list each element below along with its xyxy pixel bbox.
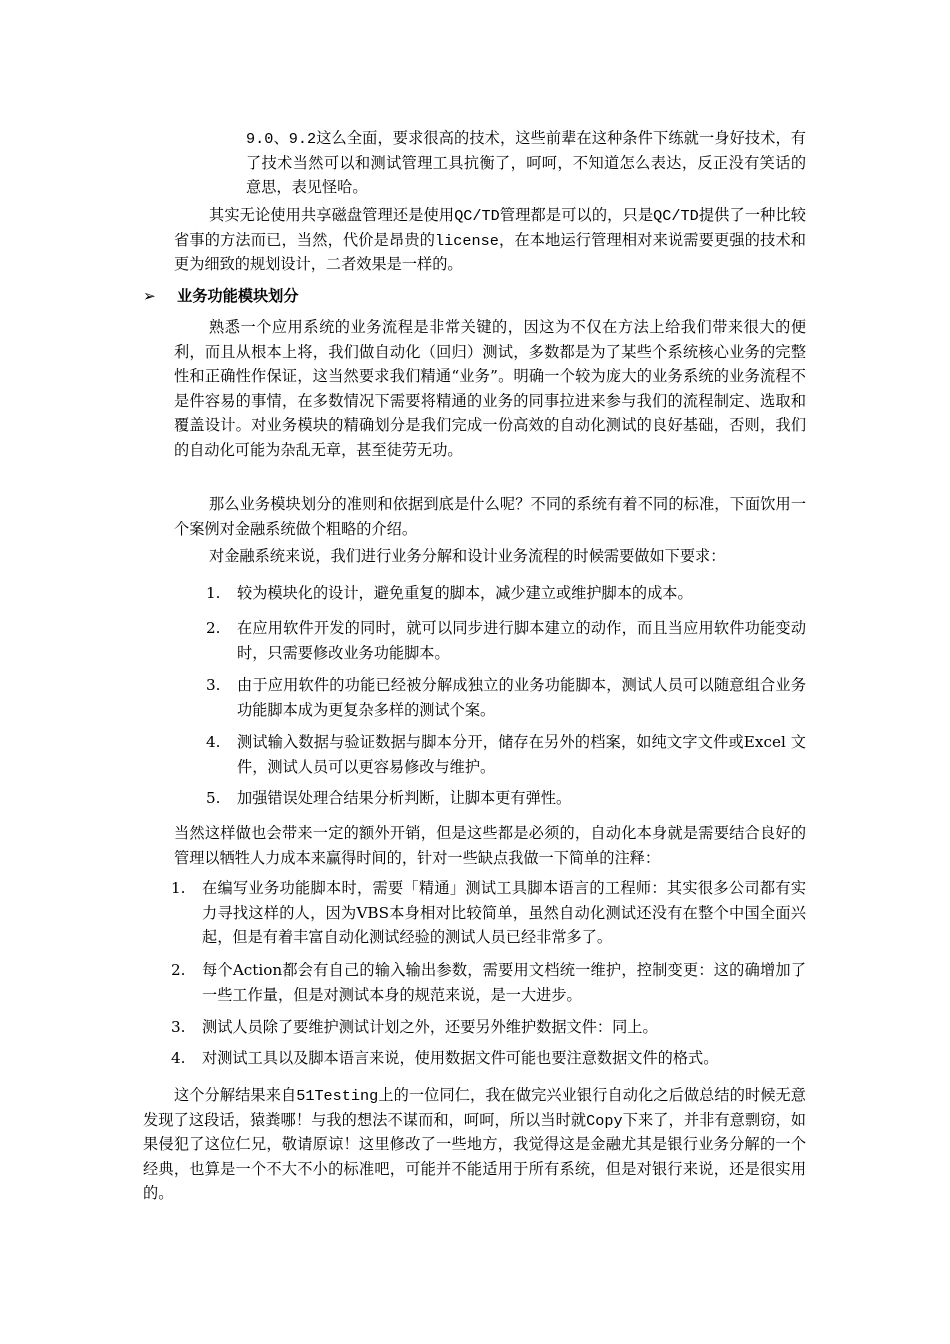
continuation-paragraph: 9.0、9.2这么全面，要求很高的技术，这些前辈在这种条件下练就一身好技术，有了技术当然可以和测试管理工具抗衡了，呵呵，不知道怎么表达，反正没有笑话的意思，表见怪哈。	[246, 130, 806, 198]
list-item-text: 在应用软件开发的同时，就可以同步进行脚本建立的动作，而且当应用软件功能变动时，只需要修改业务功能脚本。	[237, 619, 806, 662]
list-item	[206, 730, 806, 779]
list-item	[206, 581, 806, 606]
list-number: 1.	[171, 879, 186, 897]
list-number: 3.	[206, 676, 221, 694]
list-item-text: 测试人员除了要维护测试计划之外，还要另外维护数据文件：同上。	[202, 1018, 658, 1036]
list-item	[171, 1046, 806, 1071]
list-number: 2.	[206, 619, 221, 637]
list-item-text: 在编写业务功能脚本时，需要「精通」测试工具脚本语言的工程师：其实很多公司都有实力寻找这样的人，因为VBS本身相对比较简单，虽然自动化测试还没有在整个中国全面兴起，但是有着丰富自动化测试经验的测试人员已经非常多了。	[202, 879, 806, 947]
list-number: 4.	[206, 733, 221, 751]
list-item	[206, 616, 806, 665]
storage-paragraph: 其实无论使用共享磁盘管理还是使用QC/TD管理都是可以的，只是QC/TD提供了一种比较省事的方法而已，当然，代价是昂贵的license，在本地运行管理相对来说需要更强的技术和更为细致的规划设计，二者效果是一样的。	[174, 207, 806, 275]
list-item	[206, 673, 806, 722]
list-item	[171, 876, 806, 950]
list-item-text: 由于应用软件的功能已经被分解成独立的业务功能脚本，测试人员可以随意组合业务功能脚本成为更复杂多样的测试个案。	[237, 676, 806, 719]
source-paragraph: 这个分解结果来自51Testing上的一位同仁，我在做完兴业银行自动化之后做总结的时候无意发现了这段话，猿粪哪！与我的想法不谋而和，呵呵，所以当时就Copy下来了，并非有意剽窃，如果侵犯了这位仁兄，敬请原谅！这里修改了一些地方，我觉得这是金融尤其是银行业务分解的一个经典，也算是一个不大不小的标准吧，可能并不能适用于所有系统，但是对银行来说，还是很实用的。	[143, 1087, 806, 1204]
list-item	[206, 786, 806, 811]
familiar-paragraph: 熟悉一个应用系统的业务流程是非常关键的，因这为不仅在方法上给我们带来很大的便利，而且从根本上将，我们做自动化（回归）测试，多数都是为了某些个系统核心业务的完整性和正确性作保证，这当然要求我们精通“业务”。明确一个较为庞大的业务系统的业务流程不是件容易的事情，在多数情况下需要将精通的业务的同事拉进来参与我们的流程制定、选取和覆盖设计。对业务模块的精确划分是我们完成一份高效的自动化测试的良好基础，否则，我们的自动化可能为杂乱无章，甚至徒劳无功。	[174, 318, 806, 459]
list-item-text: 较为模块化的设计，避免重复的脚本，减少建立或维护脚本的成本。	[237, 584, 693, 602]
list-number: 1.	[206, 584, 221, 602]
arrow-bullet-icon: ➢	[143, 287, 156, 305]
overhead-paragraph: 当然这样做也会带来一定的额外开销，但是这些都是必须的，自动化本身就是需要结合良好的管理以牺牲人力成本来赢得时间的，针对一些缺点我做一下简单的注释：	[174, 824, 806, 867]
list-number: 2.	[171, 961, 186, 979]
list-item-text: 测试输入数据与验证数据与脚本分开，储存在另外的档案，如纯文字文件或Excel 文件，测试人员可以更容易修改与维护。	[237, 733, 806, 776]
list-number: 3.	[171, 1018, 186, 1036]
list-number: 4.	[171, 1049, 186, 1067]
section-heading	[143, 284, 299, 308]
list-item	[171, 1015, 806, 1040]
section-heading-text: 业务功能模块划分	[177, 287, 299, 305]
list-item-text: 对测试工具以及脚本语言来说，使用数据文件可能也要注意数据文件的格式。	[202, 1049, 719, 1067]
finance-paragraph: 对金融系统来说，我们进行业务分解和设计业务流程的时候需要做如下要求：	[209, 547, 726, 565]
list-number: 5.	[206, 789, 221, 807]
criteria-paragraph: 那么业务模块划分的准则和依据到底是什么呢？不同的系统有着不同的标准，下面饮用一个案例对金融系统做个粗略的介绍。	[174, 495, 806, 538]
list-item	[171, 958, 806, 1007]
list-item-text: 加强错误处理合结果分析判断，让脚本更有弹性。	[237, 789, 572, 807]
list-item-text: 每个Action都会有自己的输入输出参数，需要用文档统一维护，控制变更：这的确增加了一些工作量，但是对测试本身的规范来说，是一大进步。	[202, 961, 806, 1004]
